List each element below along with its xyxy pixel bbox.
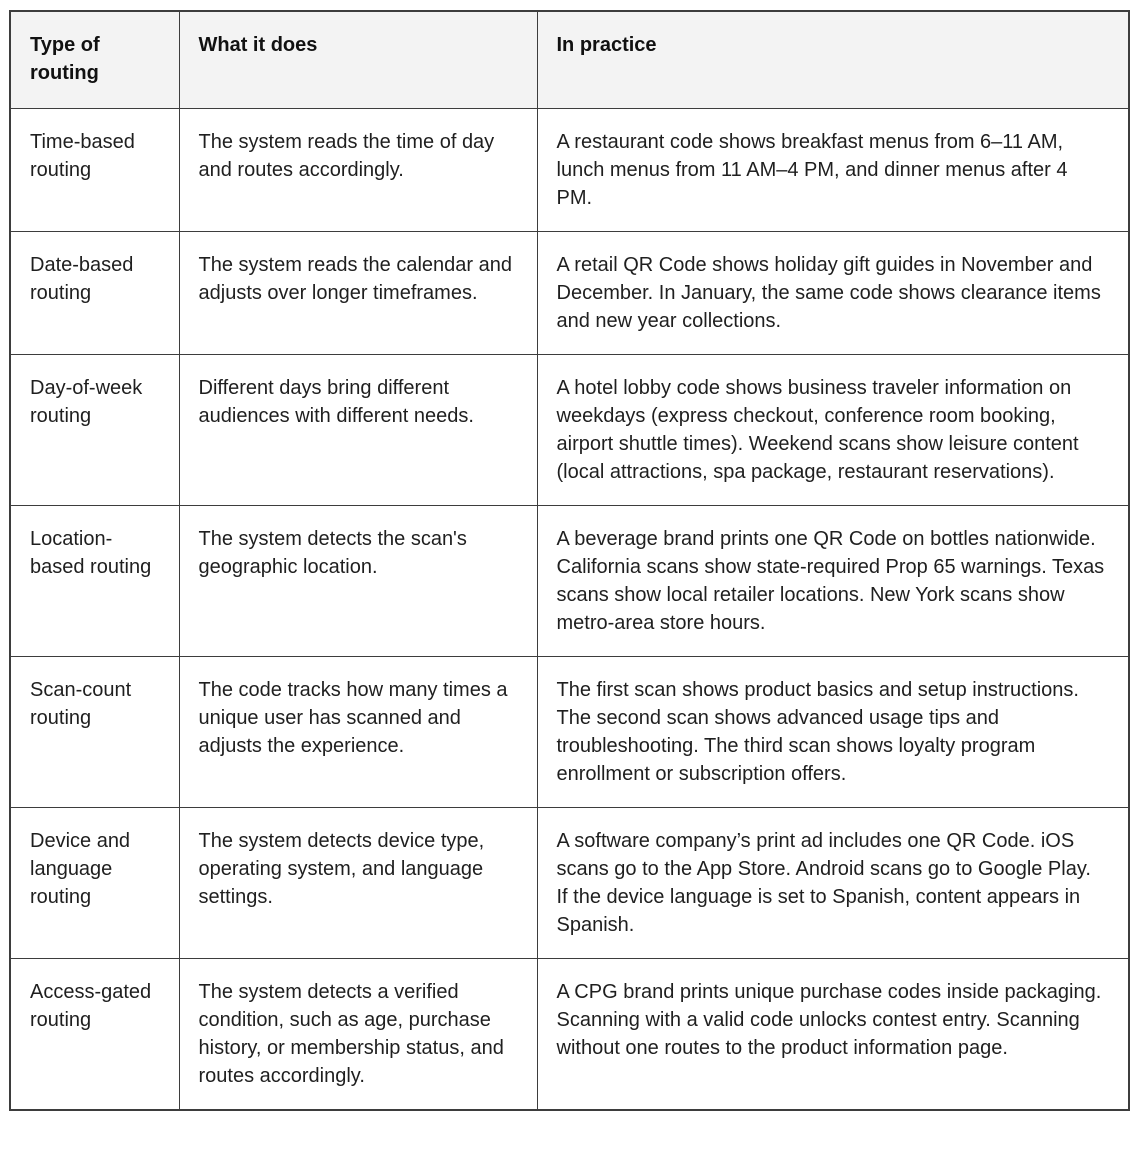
cell-routing-type: Scan-count routing — [10, 656, 179, 807]
column-header-type-of-routing: Type of routing — [10, 11, 179, 108]
cell-in-practice: A restaurant code shows breakfast menus from 6–11 AM, lunch menus from 11 AM–4 PM, and dinner menus after 4 PM. — [537, 108, 1129, 231]
cell-what-it-does: The code tracks how many times a unique user has scanned and adjusts the experience. — [179, 656, 537, 807]
cell-routing-type: Device and language routing — [10, 807, 179, 958]
cell-what-it-does: The system detects a verified condition, such as age, purchase history, or membership status, and routes accordingly. — [179, 958, 537, 1110]
cell-what-it-does: The system detects device type, operating system, and language settings. — [179, 807, 537, 958]
cell-what-it-does: The system reads the calendar and adjusts over longer timeframes. — [179, 231, 537, 354]
table-row — [10, 807, 1129, 958]
cell-routing-type: Day-of-week routing — [10, 354, 179, 505]
cell-in-practice: A CPG brand prints unique purchase codes inside packaging. Scanning with a valid code unlocks contest entry. Scanning without one routes to the product information page. — [537, 958, 1129, 1110]
cell-what-it-does: Different days bring different audiences with different needs. — [179, 354, 537, 505]
cell-routing-type: Date-based routing — [10, 231, 179, 354]
cell-what-it-does: The system detects the scan's geographic location. — [179, 505, 537, 656]
cell-in-practice: The first scan shows product basics and setup instructions. The second scan shows advanced usage tips and troubleshooting. The third scan shows loyalty program enrollment or subscription offers. — [537, 656, 1129, 807]
header-row — [10, 11, 1129, 108]
column-header-what-it-does: What it does — [179, 11, 537, 108]
cell-in-practice: A beverage brand prints one QR Code on bottles nationwide. California scans show state-required Prop 65 warnings. Texas scans show local retailer locations. New York scans show metro-area store hours. — [537, 505, 1129, 656]
cell-routing-type: Time-based routing — [10, 108, 179, 231]
table-row — [10, 108, 1129, 231]
table-row — [10, 505, 1129, 656]
cell-routing-type: Location-based routing — [10, 505, 179, 656]
table-row — [10, 656, 1129, 807]
cell-routing-type: Access-gated routing — [10, 958, 179, 1110]
cell-in-practice: A hotel lobby code shows business traveler information on weekdays (express checkout, conference room booking, airport shuttle times). Weekend scans show leisure content (local attractions, spa package, restaurant reservations). — [537, 354, 1129, 505]
routing-table — [9, 10, 1130, 1111]
column-header-in-practice: In practice — [537, 11, 1129, 108]
table-row — [10, 354, 1129, 505]
table-row — [10, 231, 1129, 354]
cell-in-practice: A software company’s print ad includes one QR Code. iOS scans go to the App Store. Android scans go to Google Play. If the device language is set to Spanish, content appears in Spanish. — [537, 807, 1129, 958]
cell-what-it-does: The system reads the time of day and routes accordingly. — [179, 108, 537, 231]
table-row — [10, 958, 1129, 1110]
cell-in-practice: A retail QR Code shows holiday gift guides in November and December. In January, the same code shows clearance items and new year collections. — [537, 231, 1129, 354]
